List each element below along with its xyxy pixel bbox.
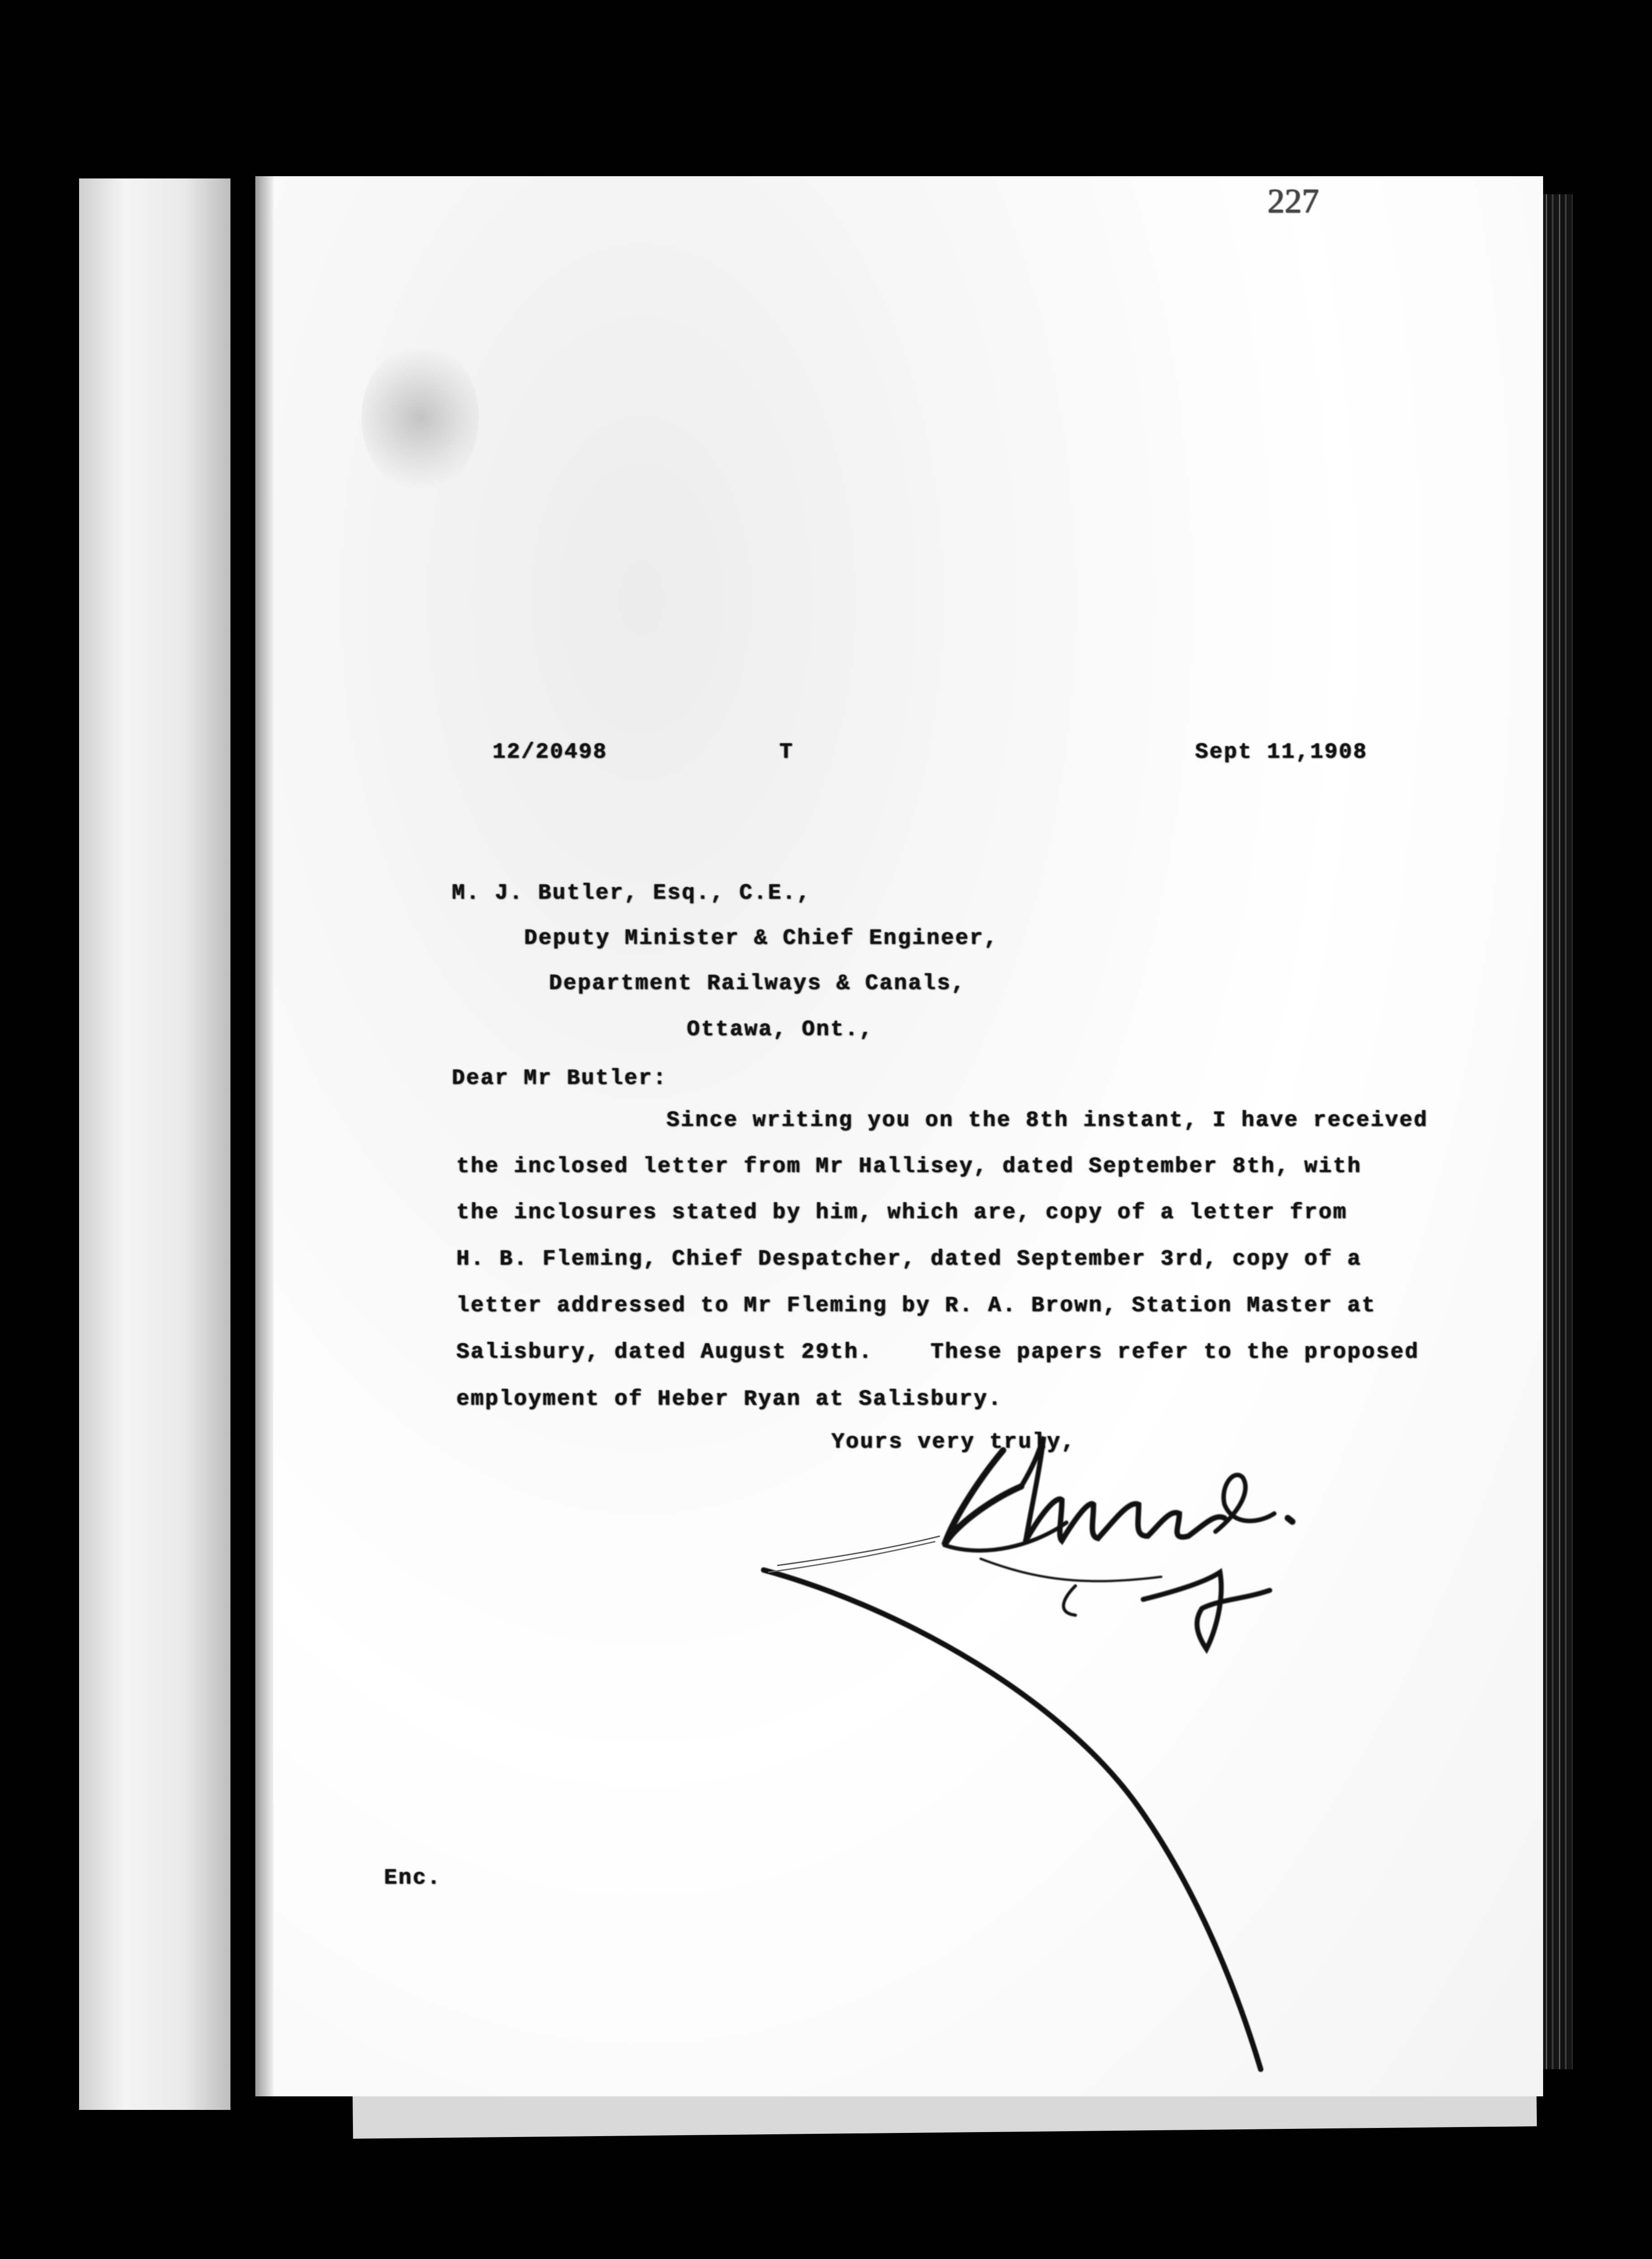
file-marker: T xyxy=(779,740,794,764)
body-line: the inclosures stated by him, which are, copy of a letter from xyxy=(456,1200,1347,1225)
body-line: employment of Heber Ryan at Salisbury. xyxy=(456,1387,1003,1411)
handwritten-signature xyxy=(926,1410,1333,1663)
adjacent-page-strip xyxy=(79,178,230,2110)
page-number: 227 xyxy=(1267,182,1319,220)
body-line: letter addressed to Mr Fleming by R. A. Brown, Station Master at xyxy=(456,1294,1376,1318)
body-line: the inclosed letter from Mr Hallisey, dated September 8th, with xyxy=(456,1154,1362,1179)
page-smudge xyxy=(361,343,479,492)
file-reference: 12/20498 xyxy=(493,740,608,764)
body-line: Since writing you on the 8th instant, I have received xyxy=(666,1108,1428,1133)
salutation: Dear Mr Butler: xyxy=(452,1066,668,1091)
recipient-address-line: Department Railways & Canals, xyxy=(549,971,966,996)
recipient-address-line: Ottawa, Ont., xyxy=(687,1017,874,1042)
page-binding-shadow xyxy=(255,176,273,2096)
recipient-address-line: M. J. Butler, Esq., C.E., xyxy=(452,881,812,905)
closing: Yours very truly, xyxy=(831,1430,1076,1454)
recipient-address-line: Deputy Minister & Chief Engineer, xyxy=(524,926,999,951)
body-line: Salisbury, dated August 29th. These papers refer to the proposed xyxy=(456,1340,1419,1364)
enclosure-note: Enc. xyxy=(384,1866,442,1890)
letter-date: Sept 11,1908 xyxy=(1195,740,1368,764)
body-line: H. B. Fleming, Chief Despatcher, dated September 3rd, copy of a xyxy=(456,1247,1362,1271)
